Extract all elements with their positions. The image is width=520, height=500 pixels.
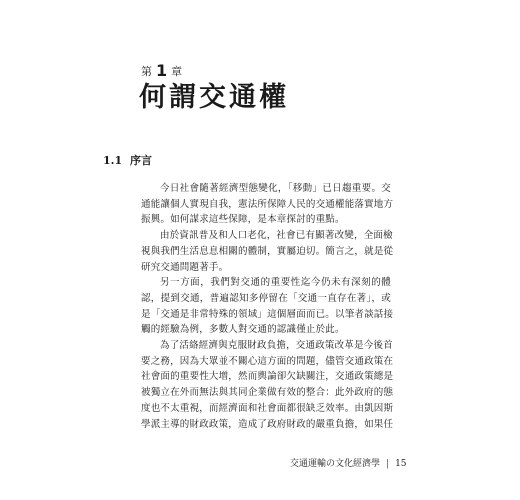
page-footer	[290, 458, 407, 470]
paragraph-line: 為了活絡經濟與克服財政負擔，交通政策改革是今後首	[160, 340, 393, 352]
page-number: 15	[395, 459, 407, 469]
footer-separator: |	[386, 459, 390, 469]
paragraph-line: 研究交通問題著手。	[141, 261, 229, 273]
section-heading	[103, 154, 152, 168]
paragraph-line: 要之務，因為大眾並不關心這方面的問題，儘管交通政策在	[141, 355, 394, 367]
paragraph-line: 通能讓個人實現自我，憲法所保障人民的交通權能落實地方	[141, 198, 394, 210]
chapter-number: 1	[156, 61, 169, 80]
paragraph-line: 今日社會隨著經濟型態變化，「移動」已日趨重要。交	[160, 183, 391, 194]
section-title: 序言	[129, 154, 152, 167]
paragraph-line: 度也不太重視，而經濟面和社會面都很缺乏效率。由凱因斯	[141, 402, 394, 414]
chapter-label	[141, 61, 184, 80]
chapter-prefix: 第	[141, 65, 153, 78]
running-title: 交通運輸の文化經濟學	[290, 459, 381, 469]
paragraph-line: 振興。如何謀求這些保障，是本章探討的重點。	[141, 214, 345, 226]
paragraph-line: 認，提到交通，普遍認知多停留在「交通一直存在著」，或	[141, 292, 391, 304]
paragraph-line: 學派主導的財政政策，造成了政府財政的嚴重負擔，如果任	[141, 418, 394, 430]
paragraph-line: 被獨立在外而無法與其同企業做有效的整合：此外政府的態	[141, 387, 394, 399]
paragraph-line: 觸的經驗為例，多數人對交通的認識僅止於此。	[141, 324, 345, 336]
paragraph-line: 另一方面，我們對交通的重要性迄今仍未有深刻的體	[160, 277, 391, 289]
chapter-suffix: 章	[171, 65, 184, 78]
body-text	[141, 181, 394, 432]
paragraph-line: 社會面的重要性大增，然而輿論卻欠缺關注，交通政策總是	[141, 371, 394, 383]
chapter-title: 何謂交通權	[139, 82, 289, 113]
paragraph-line: 是「交通是非常特殊的領域」這個層面而已。以筆者談話接	[141, 308, 394, 320]
paragraph-line: 由於資訊普及和人口老化，社會已有顯著改變，全面檢	[160, 230, 393, 242]
section-number: 1.1	[103, 154, 123, 167]
paragraph-line: 視與我們生活息息相關的體制，實屬迫切。簡言之，就是從	[141, 245, 394, 257]
